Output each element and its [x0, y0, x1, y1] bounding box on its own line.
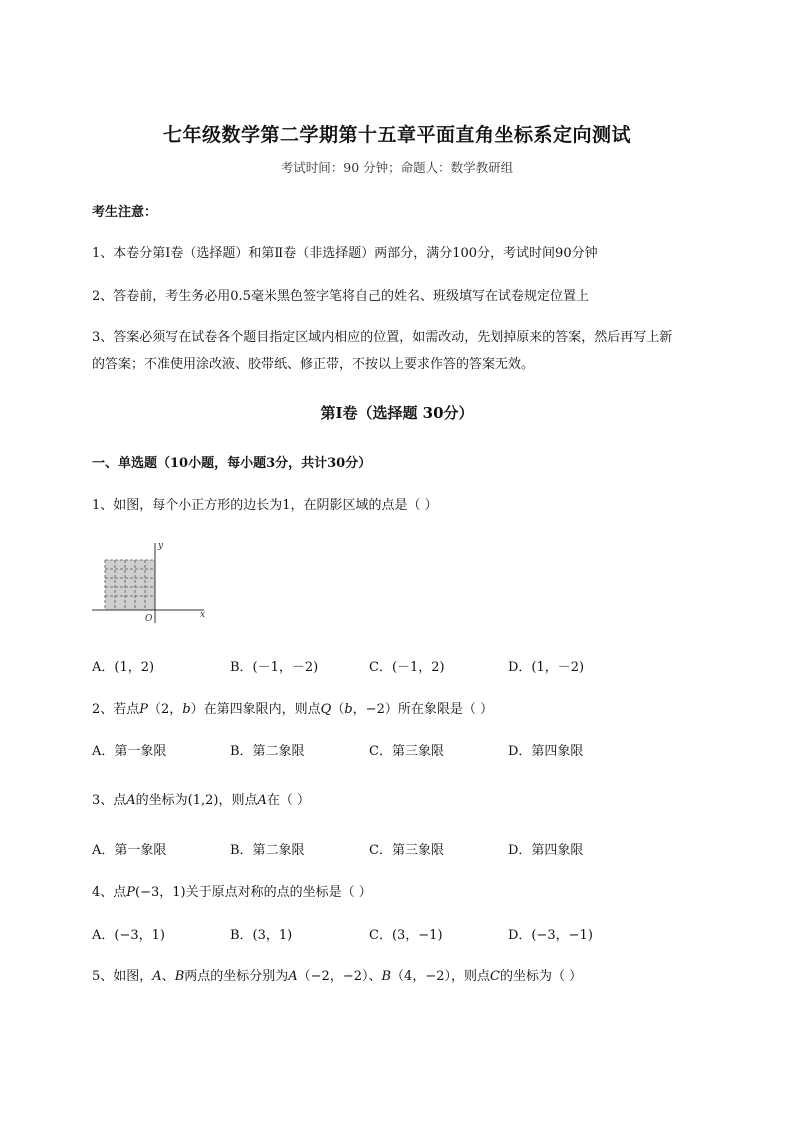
question-1-grid-figure	[92, 535, 212, 625]
question-4-option-b[interactable]: B．(3，1)	[230, 928, 293, 943]
shaded-region	[105, 560, 155, 610]
question-1-stem: 1、如图，每个小正方形的边长为1，在阴影区域的点是（ ）	[92, 498, 438, 513]
question-3-stem: 3、点A的坐标为(1,2)，则点A在（ ）	[92, 793, 311, 808]
question-4-option-a[interactable]: A．(−3，1)	[92, 928, 165, 943]
notice-heading: 考生注意：	[92, 205, 158, 220]
question-1-option-a[interactable]: A．(1，2)	[92, 660, 155, 675]
x-axis-label: x	[200, 610, 206, 620]
question-1-option-b[interactable]: B．(－1，－2)	[230, 660, 319, 675]
question-2-option-d[interactable]: D．第四象限	[508, 744, 584, 759]
notice-item-3-line-1: 3、答案必须写在试卷各个题目指定区域内相应的位置，如需改动，先划掉原来的答案，然后再写上新	[92, 330, 673, 345]
question-2-stem: 2、若点P（2，b）在第四象限内，则点Q（b，−2）所在象限是（ ）	[92, 702, 493, 717]
notice-item-3-line-2: 的答案；不准使用涂改液、胶带纸、修正带，不按以上要求作答的答案无效。	[92, 357, 535, 372]
question-3-option-d[interactable]: D．第四象限	[508, 843, 584, 858]
y-axis-label: y	[158, 541, 164, 551]
question-3-option-b[interactable]: B．第二象限	[230, 843, 305, 858]
page-title: 七年级数学第二学期第十五章平面直角坐标系定向测试	[162, 124, 631, 146]
question-2-option-c[interactable]: C．第三象限	[369, 744, 444, 759]
section-title: 第Ⅰ卷（选择题 30分）	[320, 404, 474, 422]
notice-item-1: 1、本卷分第Ⅰ卷（选择题）和第Ⅱ卷（非选择题）两部分，满分100分，考试时间90分钟	[92, 246, 598, 261]
question-4-stem: 4、点P(−3，1)关于原点对称的点的坐标是（ ）	[92, 885, 372, 900]
question-3-option-c[interactable]: C．第三象限	[369, 843, 444, 858]
question-1-option-d[interactable]: D．(1，－2)	[508, 660, 585, 675]
question-3-option-a[interactable]: A．第一象限	[92, 843, 167, 858]
question-5-stem: 5、如图，A、B两点的坐标分别为A（−2，−2）、B（4，−2），则点C的坐标为（ ）	[92, 969, 583, 984]
origin-label: O	[145, 614, 153, 624]
exam-subtitle: 考试时间：90 分钟；命题人：数学教研组	[280, 160, 514, 175]
part-heading: 一、单选题（10小题，每小题3分，共计30分）	[92, 456, 372, 471]
question-2-option-b[interactable]: B．第二象限	[230, 744, 305, 759]
notice-item-2: 2、答卷前，考生务必用0.5毫米黑色签字笔将自己的姓名、班级填写在试卷规定位置上	[92, 289, 589, 304]
question-2-option-a[interactable]: A．第一象限	[92, 744, 167, 759]
question-1-option-c[interactable]: C．(－1，2)	[369, 660, 445, 675]
question-4-option-d[interactable]: D．(−3，−1)	[508, 928, 593, 943]
question-4-option-c[interactable]: C．(3，−1)	[369, 928, 443, 943]
